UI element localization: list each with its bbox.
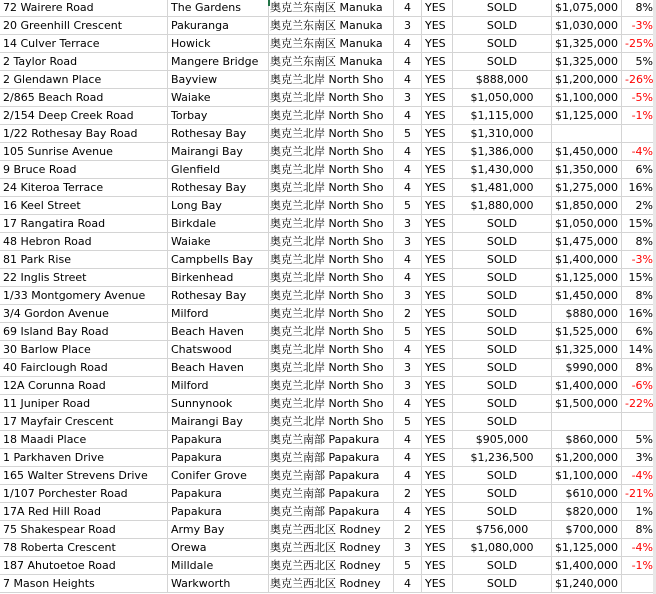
region-cell[interactable]: 奥克兰北岸 North Sho [269, 143, 394, 161]
cv-status-cell[interactable]: $1,310,000 [453, 125, 552, 143]
suburb-cell[interactable]: Howick [168, 35, 269, 53]
bedrooms-cell[interactable]: 2 [394, 305, 422, 323]
price-cell[interactable]: $1,500,000 [552, 395, 622, 413]
cv-status-cell[interactable]: SOLD [453, 251, 552, 269]
address-cell[interactable]: 17 Rangatira Road [0, 215, 168, 233]
bedrooms-cell[interactable]: 3 [394, 215, 422, 233]
suburb-cell[interactable]: Mangere Bridge [168, 53, 269, 71]
suburb-cell[interactable]: Warkworth [168, 575, 269, 593]
address-cell[interactable]: 17A Red Hill Road [0, 503, 168, 521]
cv-status-cell[interactable]: SOLD [453, 215, 552, 233]
cv-status-cell[interactable]: SOLD [453, 323, 552, 341]
bedrooms-cell[interactable]: 4 [394, 143, 422, 161]
table-row [0, 71, 656, 89]
flag-cell[interactable]: YES [422, 251, 453, 269]
flag-cell[interactable]: YES [422, 449, 453, 467]
change-percent-cell[interactable] [622, 575, 656, 593]
table-row [0, 449, 656, 467]
price-cell[interactable]: $1,325,000 [552, 53, 622, 71]
change-percent-cell[interactable]: -3% [622, 17, 656, 35]
suburb-cell[interactable]: Orewa [168, 539, 269, 557]
region-cell[interactable]: 奥克兰北岸 North Sho [269, 125, 394, 143]
change-percent-cell[interactable] [622, 125, 656, 143]
table-row [0, 35, 656, 53]
change-percent-cell[interactable]: -26% [622, 71, 656, 89]
bedrooms-cell[interactable]: 4 [394, 35, 422, 53]
suburb-cell[interactable]: Papakura [168, 449, 269, 467]
cv-status-cell[interactable]: SOLD [453, 413, 552, 431]
cv-status-cell[interactable]: $1,880,000 [453, 197, 552, 215]
bedrooms-cell[interactable]: 3 [394, 377, 422, 395]
flag-cell[interactable]: YES [422, 17, 453, 35]
flag-cell[interactable]: YES [422, 539, 453, 557]
flag-cell[interactable]: YES [422, 0, 453, 17]
cv-status-cell[interactable]: SOLD [453, 377, 552, 395]
suburb-cell[interactable]: Chatswood [168, 341, 269, 359]
table-row [0, 17, 656, 35]
flag-cell[interactable]: YES [422, 53, 453, 71]
address-cell[interactable]: 20 Greenhill Crescent [0, 17, 168, 35]
cv-status-cell[interactable]: SOLD [453, 233, 552, 251]
region-cell[interactable]: 奥克兰北岸 North Sho [269, 215, 394, 233]
bedrooms-cell[interactable]: 3 [394, 359, 422, 377]
address-cell[interactable]: 187 Ahutoetoe Road [0, 557, 168, 575]
address-cell[interactable]: 1 Parkhaven Drive [0, 449, 168, 467]
table-row [0, 539, 656, 557]
suburb-cell[interactable]: Milldale [168, 557, 269, 575]
bedrooms-cell[interactable]: 2 [394, 485, 422, 503]
change-percent-cell[interactable]: 14% [622, 341, 656, 359]
bedrooms-cell[interactable]: 4 [394, 0, 422, 17]
change-percent-cell[interactable]: 15% [622, 269, 656, 287]
table-row [0, 197, 656, 215]
cv-status-cell[interactable]: $1,050,000 [453, 89, 552, 107]
change-percent-cell[interactable]: 5% [622, 53, 656, 71]
change-percent-cell[interactable]: -1% [622, 107, 656, 125]
price-cell[interactable]: $610,000 [552, 485, 622, 503]
table-row [0, 341, 656, 359]
address-cell[interactable]: 9 Bruce Road [0, 161, 168, 179]
suburb-cell[interactable]: Torbay [168, 107, 269, 125]
suburb-cell[interactable]: Waiake [168, 233, 269, 251]
change-percent-cell[interactable]: -21% [622, 485, 656, 503]
table-row [0, 269, 656, 287]
table-row [0, 431, 656, 449]
bedrooms-cell[interactable]: 5 [394, 413, 422, 431]
address-cell[interactable]: 2 Taylor Road [0, 53, 168, 71]
suburb-cell[interactable]: Long Bay [168, 197, 269, 215]
flag-cell[interactable]: YES [422, 341, 453, 359]
price-cell[interactable]: $860,000 [552, 431, 622, 449]
address-cell[interactable]: 105 Sunrise Avenue [0, 143, 168, 161]
flag-cell[interactable]: YES [422, 35, 453, 53]
table-row [0, 359, 656, 377]
price-cell[interactable]: $1,450,000 [552, 143, 622, 161]
change-percent-cell[interactable]: 2% [622, 197, 656, 215]
change-percent-cell[interactable]: 6% [622, 323, 656, 341]
table-row [0, 323, 656, 341]
price-cell[interactable]: $1,400,000 [552, 377, 622, 395]
cv-status-cell[interactable]: SOLD [453, 341, 552, 359]
table-row [0, 251, 656, 269]
cv-status-cell[interactable]: SOLD [453, 485, 552, 503]
address-cell[interactable]: 24 Kiteroa Terrace [0, 179, 168, 197]
flag-cell[interactable]: YES [422, 431, 453, 449]
bedrooms-cell[interactable]: 2 [394, 521, 422, 539]
address-cell[interactable]: 69 Island Bay Road [0, 323, 168, 341]
region-cell[interactable]: 奥克兰北岸 North Sho [269, 305, 394, 323]
suburb-cell[interactable]: Rothesay Bay [168, 125, 269, 143]
cv-status-cell[interactable]: SOLD [453, 305, 552, 323]
table-row [0, 233, 656, 251]
bedrooms-cell[interactable]: 5 [394, 323, 422, 341]
suburb-cell[interactable]: Bayview [168, 71, 269, 89]
address-cell[interactable]: 18 Maadi Place [0, 431, 168, 449]
price-cell[interactable]: $1,100,000 [552, 467, 622, 485]
change-percent-cell[interactable]: -4% [622, 467, 656, 485]
suburb-cell[interactable]: Waiake [168, 89, 269, 107]
bedrooms-cell[interactable]: 4 [394, 269, 422, 287]
cv-status-cell[interactable]: $1,481,000 [453, 179, 552, 197]
region-cell[interactable]: 奥克兰北岸 North Sho [269, 413, 394, 431]
bedrooms-cell[interactable]: 5 [394, 197, 422, 215]
suburb-cell[interactable]: Papakura [168, 431, 269, 449]
region-cell[interactable]: 奥克兰北岸 North Sho [269, 89, 394, 107]
cv-status-cell[interactable]: SOLD [453, 53, 552, 71]
bedrooms-cell[interactable]: 4 [394, 449, 422, 467]
flag-cell[interactable]: YES [422, 161, 453, 179]
region-cell[interactable]: 奥克兰北岸 North Sho [269, 377, 394, 395]
region-cell[interactable]: 奥克兰西北区 Rodney [269, 575, 394, 593]
region-cell[interactable]: 奥克兰东南区 Manuka [269, 17, 394, 35]
cv-status-cell[interactable]: SOLD [453, 467, 552, 485]
flag-cell[interactable]: YES [422, 233, 453, 251]
price-cell[interactable]: $1,200,000 [552, 71, 622, 89]
flag-cell[interactable]: YES [422, 557, 453, 575]
flag-cell[interactable]: YES [422, 179, 453, 197]
region-cell[interactable]: 奥克兰北岸 North Sho [269, 233, 394, 251]
cv-status-cell[interactable]: $756,000 [453, 521, 552, 539]
suburb-cell[interactable]: Rothesay Bay [168, 287, 269, 305]
price-cell[interactable]: $1,075,000 [552, 0, 622, 17]
price-cell[interactable]: $1,325,000 [552, 35, 622, 53]
cv-status-cell[interactable]: SOLD [453, 575, 552, 593]
address-cell[interactable]: 1/22 Rothesay Bay Road [0, 125, 168, 143]
table-row [0, 287, 656, 305]
selection-indicator [268, 0, 270, 6]
suburb-cell[interactable]: Birkenhead [168, 269, 269, 287]
price-cell[interactable]: $1,050,000 [552, 215, 622, 233]
flag-cell[interactable]: YES [422, 413, 453, 431]
region-cell[interactable]: 奥克兰北岸 North Sho [269, 341, 394, 359]
region-cell[interactable]: 奥克兰北岸 North Sho [269, 71, 394, 89]
change-percent-cell[interactable]: -3% [622, 251, 656, 269]
price-cell[interactable]: $1,400,000 [552, 251, 622, 269]
suburb-cell[interactable]: Birkdale [168, 215, 269, 233]
bedrooms-cell[interactable]: 4 [394, 467, 422, 485]
flag-cell[interactable]: YES [422, 467, 453, 485]
table-row [0, 0, 656, 17]
address-cell[interactable]: 30 Barlow Place [0, 341, 168, 359]
bedrooms-cell[interactable]: 4 [394, 503, 422, 521]
cv-status-cell[interactable]: $905,000 [453, 431, 552, 449]
change-percent-cell[interactable]: -6% [622, 377, 656, 395]
region-cell[interactable]: 奥克兰北岸 North Sho [269, 323, 394, 341]
suburb-cell[interactable]: Glenfield [168, 161, 269, 179]
flag-cell[interactable]: YES [422, 269, 453, 287]
region-cell[interactable]: 奥克兰北岸 North Sho [269, 197, 394, 215]
change-percent-cell[interactable]: 8% [622, 521, 656, 539]
flag-cell[interactable]: YES [422, 287, 453, 305]
price-cell[interactable]: $700,000 [552, 521, 622, 539]
cv-status-cell[interactable]: SOLD [453, 503, 552, 521]
price-cell[interactable]: $1,400,000 [552, 557, 622, 575]
suburb-cell[interactable]: Army Bay [168, 521, 269, 539]
flag-cell[interactable]: YES [422, 521, 453, 539]
address-cell[interactable]: 17 Mayfair Crescent [0, 413, 168, 431]
flag-cell[interactable]: YES [422, 107, 453, 125]
suburb-cell[interactable]: Conifer Grove [168, 467, 269, 485]
bedrooms-cell[interactable]: 4 [394, 53, 422, 71]
bedrooms-cell[interactable]: 4 [394, 71, 422, 89]
flag-cell[interactable]: YES [422, 125, 453, 143]
change-percent-cell[interactable]: 8% [622, 287, 656, 305]
address-cell[interactable]: 1/107 Porchester Road [0, 485, 168, 503]
suburb-cell[interactable]: Sunnynook [168, 395, 269, 413]
address-cell[interactable]: 11 Juniper Road [0, 395, 168, 413]
price-cell[interactable]: $1,475,000 [552, 233, 622, 251]
bedrooms-cell[interactable]: 4 [394, 575, 422, 593]
cv-status-cell[interactable]: SOLD [453, 35, 552, 53]
flag-cell[interactable]: YES [422, 503, 453, 521]
price-cell[interactable]: $820,000 [552, 503, 622, 521]
table-row [0, 107, 656, 125]
address-cell[interactable]: 81 Park Rise [0, 251, 168, 269]
suburb-cell[interactable]: Beach Haven [168, 359, 269, 377]
bedrooms-cell[interactable]: 3 [394, 17, 422, 35]
region-cell[interactable]: 奥克兰北岸 North Sho [269, 287, 394, 305]
flag-cell[interactable]: YES [422, 215, 453, 233]
region-cell[interactable]: 奥克兰南部 Papakura [269, 485, 394, 503]
address-cell[interactable]: 75 Shakespear Road [0, 521, 168, 539]
change-percent-cell[interactable] [622, 413, 656, 431]
address-cell[interactable]: 72 Wairere Road [0, 0, 168, 17]
flag-cell[interactable]: YES [422, 323, 453, 341]
address-cell[interactable]: 16 Keel Street [0, 197, 168, 215]
flag-cell[interactable]: YES [422, 359, 453, 377]
cv-status-cell[interactable]: $1,430,000 [453, 161, 552, 179]
suburb-cell[interactable]: Papakura [168, 485, 269, 503]
flag-cell[interactable]: YES [422, 71, 453, 89]
price-cell[interactable]: $1,125,000 [552, 269, 622, 287]
cv-status-cell[interactable]: SOLD [453, 557, 552, 575]
table-row [0, 485, 656, 503]
address-cell[interactable]: 2/865 Beach Road [0, 89, 168, 107]
bedrooms-cell[interactable]: 4 [394, 431, 422, 449]
bedrooms-cell[interactable]: 4 [394, 107, 422, 125]
price-cell[interactable] [552, 125, 622, 143]
price-cell[interactable]: $1,100,000 [552, 89, 622, 107]
table-row [0, 161, 656, 179]
price-cell[interactable]: $1,240,000 [552, 575, 622, 593]
region-cell[interactable]: 奥克兰南部 Papakura [269, 467, 394, 485]
address-cell[interactable]: 2 Glendawn Place [0, 71, 168, 89]
flag-cell[interactable]: YES [422, 377, 453, 395]
region-cell[interactable]: 奥克兰东南区 Manuka [269, 35, 394, 53]
region-cell[interactable]: 奥克兰北岸 North Sho [269, 251, 394, 269]
cv-status-cell[interactable]: $1,236,500 [453, 449, 552, 467]
change-percent-cell[interactable]: -4% [622, 143, 656, 161]
address-cell[interactable]: 48 Hebron Road [0, 233, 168, 251]
bedrooms-cell[interactable]: 4 [394, 161, 422, 179]
price-cell[interactable]: $1,450,000 [552, 287, 622, 305]
cv-status-cell[interactable]: SOLD [453, 359, 552, 377]
table-row [0, 557, 656, 575]
suburb-cell[interactable]: Beach Haven [168, 323, 269, 341]
bedrooms-cell[interactable]: 4 [394, 251, 422, 269]
cv-status-cell[interactable]: $888,000 [453, 71, 552, 89]
address-cell[interactable]: 3/4 Gordon Avenue [0, 305, 168, 323]
address-cell[interactable]: 40 Fairclough Road [0, 359, 168, 377]
table-row [0, 575, 656, 593]
region-cell[interactable]: 奥克兰东南区 Manuka [269, 0, 394, 17]
change-percent-cell[interactable]: 6% [622, 161, 656, 179]
address-cell[interactable]: 165 Walter Strevens Drive [0, 467, 168, 485]
region-cell[interactable]: 奥克兰北岸 North Sho [269, 107, 394, 125]
suburb-cell[interactable]: Campbells Bay [168, 251, 269, 269]
region-cell[interactable]: 奥克兰北岸 North Sho [269, 395, 394, 413]
table-row [0, 215, 656, 233]
region-cell[interactable]: 奥克兰南部 Papakura [269, 503, 394, 521]
price-cell[interactable]: $1,275,000 [552, 179, 622, 197]
suburb-cell[interactable]: Pakuranga [168, 17, 269, 35]
table-row [0, 467, 656, 485]
region-cell[interactable]: 奥克兰西北区 Rodney [269, 521, 394, 539]
flag-cell[interactable]: YES [422, 89, 453, 107]
table-row [0, 125, 656, 143]
bedrooms-cell[interactable]: 4 [394, 395, 422, 413]
address-cell[interactable]: 12A Corunna Road [0, 377, 168, 395]
price-cell[interactable]: $1,350,000 [552, 161, 622, 179]
price-cell[interactable]: $1,125,000 [552, 107, 622, 125]
change-percent-cell[interactable]: -22% [622, 395, 656, 413]
table-row [0, 521, 656, 539]
change-percent-cell[interactable]: 5% [622, 431, 656, 449]
cv-status-cell[interactable]: $1,080,000 [453, 539, 552, 557]
table-row [0, 179, 656, 197]
change-percent-cell[interactable]: 16% [622, 305, 656, 323]
cv-status-cell[interactable]: SOLD [453, 395, 552, 413]
table-row [0, 89, 656, 107]
suburb-cell[interactable]: The Gardens [168, 0, 269, 17]
cv-status-cell[interactable]: $1,115,000 [453, 107, 552, 125]
region-cell[interactable]: 奥克兰南部 Papakura [269, 449, 394, 467]
price-cell[interactable]: $1,200,000 [552, 449, 622, 467]
suburb-cell[interactable]: Rothesay Bay [168, 179, 269, 197]
region-cell[interactable]: 奥克兰北岸 North Sho [269, 359, 394, 377]
flag-cell[interactable]: YES [422, 575, 453, 593]
table-row [0, 395, 656, 413]
table-row [0, 377, 656, 395]
change-percent-cell[interactable]: 8% [622, 0, 656, 17]
address-cell[interactable]: 1/33 Montgomery Avenue [0, 287, 168, 305]
change-percent-cell[interactable]: -4% [622, 539, 656, 557]
bedrooms-cell[interactable]: 5 [394, 557, 422, 575]
table-row [0, 305, 656, 323]
bedrooms-cell[interactable]: 4 [394, 179, 422, 197]
suburb-cell[interactable]: Milford [168, 377, 269, 395]
bedrooms-cell[interactable]: 5 [394, 125, 422, 143]
price-cell[interactable]: $1,030,000 [552, 17, 622, 35]
change-percent-cell[interactable]: 8% [622, 233, 656, 251]
cv-status-cell[interactable]: SOLD [453, 17, 552, 35]
suburb-cell[interactable]: Mairangi Bay [168, 413, 269, 431]
suburb-cell[interactable]: Mairangi Bay [168, 143, 269, 161]
table-row [0, 143, 656, 161]
price-cell[interactable]: $1,325,000 [552, 341, 622, 359]
region-cell[interactable]: 奥克兰东南区 Manuka [269, 53, 394, 71]
table-row [0, 413, 656, 431]
table-row [0, 53, 656, 71]
address-cell[interactable]: 78 Roberta Crescent [0, 539, 168, 557]
cv-status-cell[interactable]: SOLD [453, 287, 552, 305]
flag-cell[interactable]: YES [422, 143, 453, 161]
address-cell[interactable]: 14 Culver Terrace [0, 35, 168, 53]
bedrooms-cell[interactable]: 3 [394, 233, 422, 251]
flag-cell[interactable]: YES [422, 395, 453, 413]
bedrooms-cell[interactable]: 4 [394, 341, 422, 359]
address-cell[interactable]: 22 Inglis Street [0, 269, 168, 287]
bedrooms-cell[interactable]: 3 [394, 89, 422, 107]
price-cell[interactable]: $1,525,000 [552, 323, 622, 341]
region-cell[interactable]: 奥克兰南部 Papakura [269, 431, 394, 449]
change-percent-cell[interactable]: -25% [622, 35, 656, 53]
change-percent-cell[interactable]: 3% [622, 449, 656, 467]
change-percent-cell[interactable]: -1% [622, 557, 656, 575]
change-percent-cell[interactable]: 15% [622, 215, 656, 233]
price-cell[interactable]: $990,000 [552, 359, 622, 377]
address-cell[interactable]: 2/154 Deep Creek Road [0, 107, 168, 125]
flag-cell[interactable]: YES [422, 197, 453, 215]
cv-status-cell[interactable]: SOLD [453, 0, 552, 17]
change-percent-cell[interactable]: 1% [622, 503, 656, 521]
suburb-cell[interactable]: Milford [168, 305, 269, 323]
region-cell[interactable]: 奥克兰北岸 North Sho [269, 179, 394, 197]
bedrooms-cell[interactable]: 3 [394, 539, 422, 557]
change-percent-cell[interactable]: -5% [622, 89, 656, 107]
flag-cell[interactable]: YES [422, 305, 453, 323]
table-row [0, 503, 656, 521]
suburb-cell[interactable]: Papakura [168, 503, 269, 521]
address-cell[interactable]: 7 Mason Heights [0, 575, 168, 593]
price-cell[interactable]: $1,850,000 [552, 197, 622, 215]
region-cell[interactable]: 奥克兰西北区 Rodney [269, 557, 394, 575]
price-cell[interactable] [552, 413, 622, 431]
change-percent-cell[interactable]: 8% [622, 359, 656, 377]
cv-status-cell[interactable]: $1,386,000 [453, 143, 552, 161]
flag-cell[interactable]: YES [422, 485, 453, 503]
region-cell[interactable]: 奥克兰西北区 Rodney [269, 539, 394, 557]
change-percent-cell[interactable]: 16% [622, 179, 656, 197]
bedrooms-cell[interactable]: 3 [394, 287, 422, 305]
cv-status-cell[interactable]: SOLD [453, 269, 552, 287]
region-cell[interactable]: 奥克兰北岸 North Sho [269, 161, 394, 179]
price-cell[interactable]: $1,125,000 [552, 539, 622, 557]
region-cell[interactable]: 奥克兰北岸 North Sho [269, 269, 394, 287]
price-cell[interactable]: $880,000 [552, 305, 622, 323]
